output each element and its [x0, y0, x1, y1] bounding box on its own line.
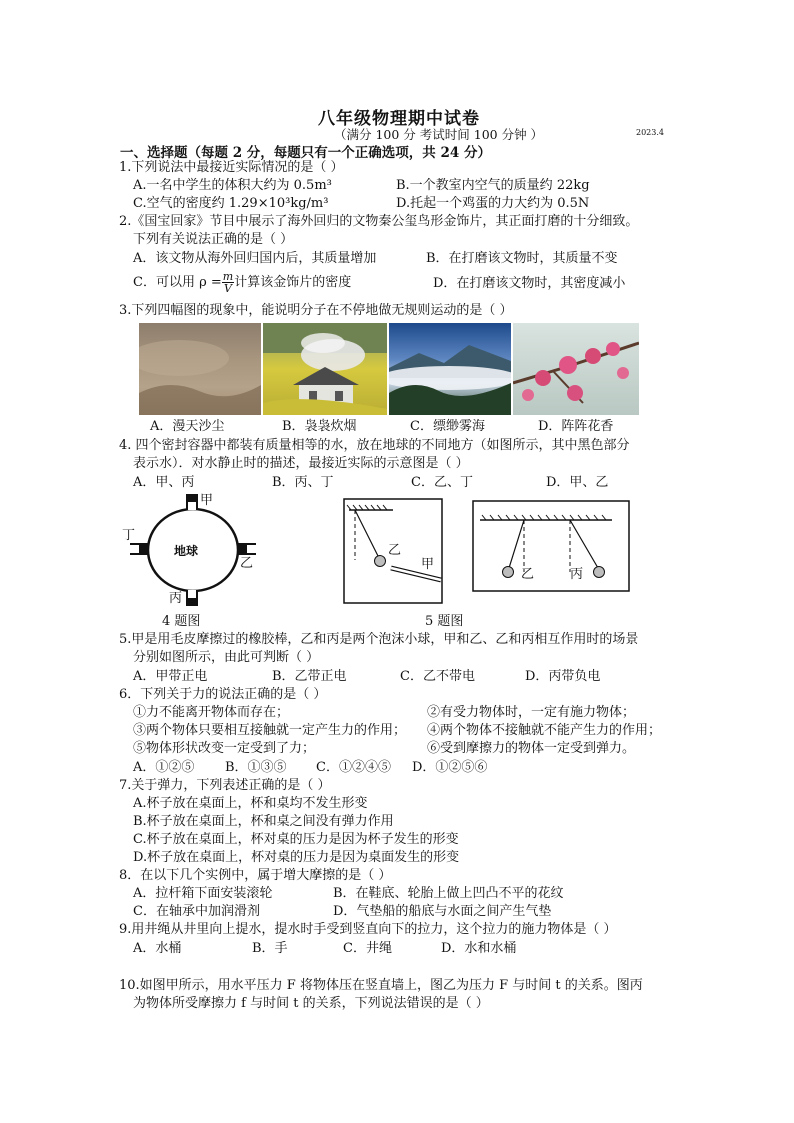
q6-statement-1: ①力不能离开物体而存在； [133, 705, 290, 720]
q6-statement-4: ④两个物体不接触就不能产生力的作用； [427, 723, 662, 738]
q6-statement-6: ⑥受到摩擦力的物体一定受到弹力。 [427, 741, 636, 756]
q1-stem: 1.下列说法中最接近实际情况的是（ ） [119, 160, 344, 175]
q1-option-d: D.托起一个鸡蛋的力大约为 0.5N [396, 196, 590, 211]
q2-option-c-prefix: C．可以用 ρ = [133, 275, 222, 290]
q5-stem-line2: 分别如图所示，由此可判断（ ） [133, 650, 320, 665]
q2-option-c-suffix: 计算该金饰片的密度 [234, 275, 352, 290]
container-ding-label: 丁 [122, 528, 136, 543]
q5-option-d: D．丙带负电 [525, 669, 601, 684]
container-jia-label: 甲 [200, 493, 214, 508]
fig5-ball-bing-label: 丙 [570, 567, 584, 582]
sea-of-fog-photo [389, 323, 511, 415]
q2-stem-line1: 2.《国宝回家》节目中展示了海外回归的文物秦公玺鸟形金饰片，其正面打磨的十分细致。 [119, 214, 639, 229]
q3-option-c: C．缥缈雾海 [410, 419, 485, 434]
q7-stem: 7.关于弹力，下列表述正确的是（ ） [119, 778, 331, 793]
q10-stem-line2: 为物体所受摩擦力 f 与时间 t 的关系，下列说法错误的是（ ） [133, 996, 489, 1011]
q6-option-d: D．①②⑤⑥ [412, 760, 488, 775]
q4-option-d: D．甲、乙 [546, 475, 609, 490]
q8-option-d: D．气垫船的船底与水面之间产生气垫 [333, 904, 552, 919]
q9-option-a: A．水桶 [133, 941, 182, 956]
container-bing-label: 丙 [169, 591, 183, 606]
q5-stem-line1: 5.甲是用毛皮摩擦过的橡胶棒，乙和丙是两个泡沫小球，甲和乙、乙和丙相互作用时的场景 [119, 632, 639, 647]
q2-option-a: A．该文物从海外回归国内后，其质量增加 [133, 251, 377, 266]
q8-option-b: B．在鞋底、轮胎上做上凹凸不平的花纹 [333, 886, 564, 901]
q7-option-b: B.杯子放在桌面上，杯和桌之间没有弹力作用 [133, 814, 394, 829]
earth-label: 地球 [174, 544, 199, 558]
q1-option-b: B.一个教室内空气的质量约 22kg [396, 178, 590, 193]
q2-option-c [133, 271, 351, 294]
fraction-denominator: V [223, 282, 232, 295]
density-fraction [222, 271, 234, 294]
cooking-smoke-photo [263, 323, 387, 415]
flower-scent-photo [513, 323, 639, 415]
cooking-smoke-image [263, 323, 387, 415]
q2-option-b: B．在打磨该文物时，其质量不变 [426, 251, 618, 266]
q6-statement-2: ②有受力物体时，一定有施力物体； [427, 705, 636, 720]
q2-stem-line2: 下列有关说法正确的是（ ） [133, 232, 294, 247]
q9-stem: 9.用井绳从井里向上提水，提水时手受到竖直向下的拉力，这个拉力的施力物体是（ ） [119, 922, 617, 937]
figure-5-caption: 5 题图 [425, 614, 464, 629]
q4-option-a: A．甲、丙 [133, 475, 195, 490]
q5-option-a: A．甲带正电 [133, 669, 208, 684]
q2-option-d: D．在打磨该文物时，其密度减小 [433, 276, 626, 291]
fig5-ball-yi2-label: 乙 [521, 567, 535, 582]
q8-option-c: C．在轴承中加润滑剂 [133, 904, 260, 919]
q7-option-c: C.杯子放在桌面上，杯对桌的压力是因为杯子发生的形变 [133, 832, 459, 847]
figure-5-yi-bing [472, 500, 630, 592]
q6-option-a: A．①②⑤ [133, 760, 195, 775]
q4-stem-line2: 表示水）．对水静止时的描述，最接近实际的示意图是（ ） [133, 456, 469, 471]
q6-option-c: C．①②④⑤ [316, 760, 391, 775]
q1-option-a: A.一名中学生的体积大约为 0.5m³ [133, 178, 332, 193]
q3-option-a: A．漫天沙尘 [150, 419, 225, 434]
repulsion-diagram [472, 500, 630, 592]
q9-option-c: C．井绳 [343, 941, 392, 956]
fig5-rod-jia-label: 甲 [421, 557, 435, 572]
q6-statement-3: ③两个物体只要相互接触就一定产生力的作用； [133, 723, 407, 738]
q6-stem: 6．下列关于力的说法正确的是（ ） [119, 687, 327, 702]
sandstorm-photo [139, 323, 261, 415]
q6-option-b: B．①③⑤ [225, 760, 287, 775]
q8-option-a: A．拉杆箱下面安装滚轮 [133, 886, 273, 901]
q4-option-c: C．乙、丁 [411, 475, 473, 490]
q7-option-a: A.杯子放在桌面上，杯和桌均不发生形变 [133, 796, 368, 811]
q10-stem-line1: 10.如图甲所示，用水平压力 F 将物体压在竖直墙上，图乙为压力 F 与时间 t 的关系。图丙 [119, 978, 643, 993]
q3-option-d: D．阵阵花香 [538, 419, 614, 434]
q3-option-b: B．袅袅炊烟 [282, 419, 357, 434]
q9-option-b: B．手 [252, 941, 288, 956]
sandstorm-image [139, 323, 261, 415]
section-heading: 一、选择题（每题 2 分，每题只有一个正确选项，共 24 分） [120, 145, 491, 161]
q3-stem: 3.下列四幅图的现象中，能说明分子在不停地做无规则运动的是（ ） [119, 303, 513, 318]
q8-stem: 8．在以下几个实例中，属于增大摩擦的是（ ） [119, 868, 392, 883]
plum-blossom-image [513, 323, 639, 415]
figure-4-caption: 4 题图 [162, 614, 201, 629]
q1-option-c: C.空气的密度约 1.29×10³kg/m³ [133, 196, 329, 211]
q5-option-b: B．乙带正电 [272, 669, 347, 684]
fig5-ball-yi-label: 乙 [388, 543, 402, 558]
page-subtitle: （满分 100 分 考试时间 100 分钟 ） [334, 127, 544, 142]
container-yi-label: 乙 [240, 556, 254, 571]
fraction-numerator: m [222, 270, 234, 283]
q7-option-d: D.杯子放在桌面上，杯对桌的压力是因为桌面发生的形变 [133, 850, 460, 865]
q4-option-b: B．丙、丁 [272, 475, 334, 490]
sea-of-fog-image [389, 323, 511, 415]
q5-option-c: C．乙不带电 [400, 669, 475, 684]
q9-option-d: D．水和水桶 [441, 941, 517, 956]
q6-statement-5: ⑤物体形状改变一定受到了力； [133, 741, 316, 756]
q4-stem-line1: 4. 四个密封容器中都装有质量相等的水，放在地球的不同地方（如图所示，其中黑色部分 [119, 438, 630, 453]
page-title: 八年级物理期中试卷 [318, 109, 480, 129]
exam-date: 2023.4 [636, 128, 664, 137]
